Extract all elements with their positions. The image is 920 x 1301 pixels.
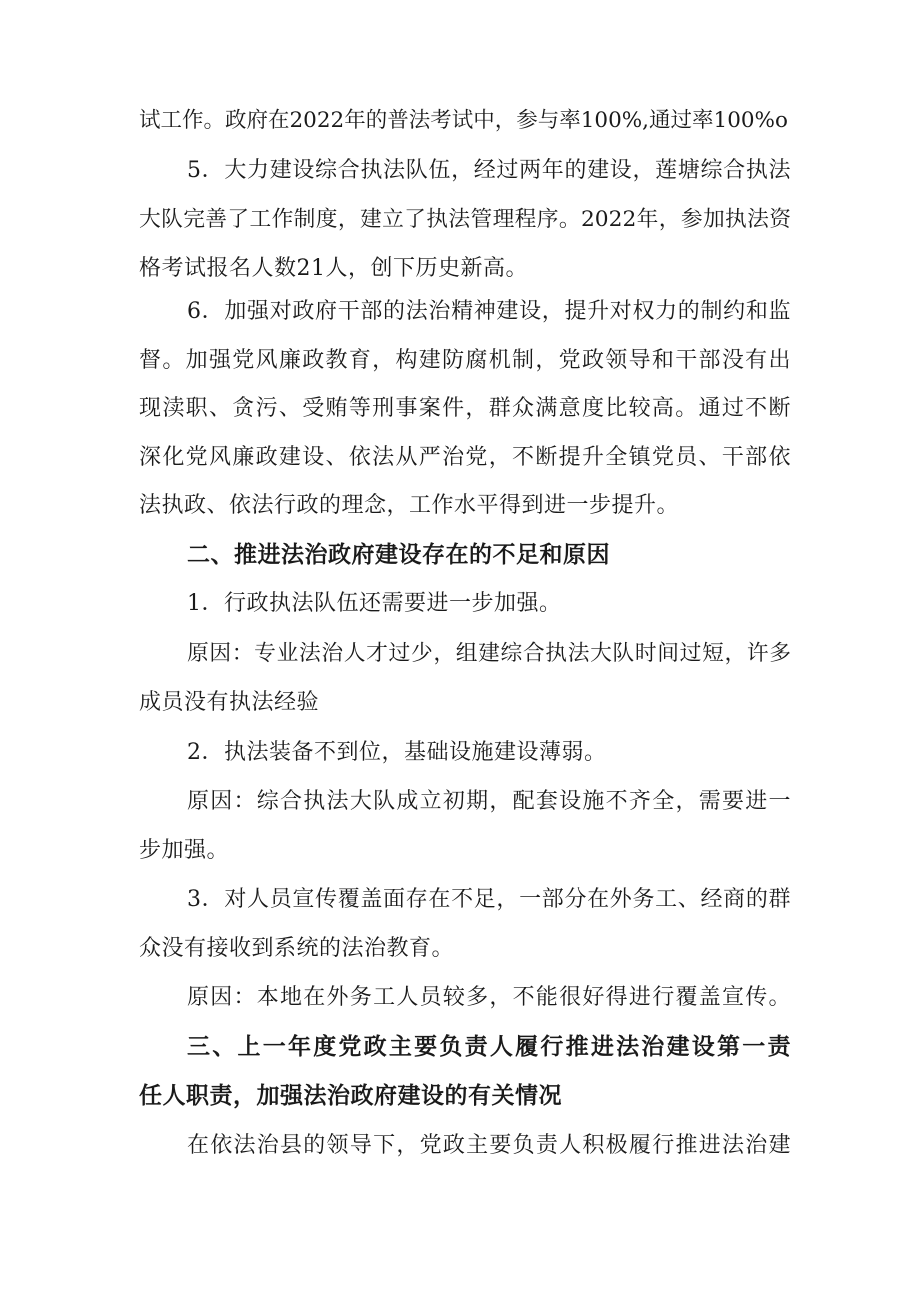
paragraph-line: 法执政、依法行政的理念，工作水平得到进一步提升。 [139,493,680,518]
paragraph-line: 众没有接收到系统的法治教育。 [139,936,455,961]
paragraph-line: 5．大力建设综合执法队伍，经过两年的建设，莲塘综合执法 [187,158,791,183]
paragraph-line: 步加强。 [139,838,230,863]
section-heading-2: 二、推进法治政府建设存在的不足和原因 [187,542,610,568]
paragraph-line: 2．执法装备不到位，基础设施建设薄弱。 [187,740,607,765]
paragraph-line: 1．行政执法队伍还需要进一步加强。 [187,591,562,616]
paragraph-line: 3．对人员宣传覆盖面存在不足，一部分在外务工、经商的群 [187,887,791,912]
paragraph-line: 原因：综合执法大队成立初期，配套设施不齐全，需要进一 [187,789,791,814]
paragraph-line: 深化党风廉政建设、依法从严治党，不断提升全镇党员、干部依 [139,445,791,470]
paragraph-line: 试工作。政府在2022年的普法考试中，参与率100%,通过率100%o [139,108,788,133]
section-heading-3-cont: 任人职责，加强法治政府建设的有关情况 [139,1083,562,1109]
paragraph-line: 在依法治县的领导下，党政主要负责人积极履行推进法治建 [187,1133,791,1158]
paragraph-line: 督。加强党风廉政教育，构建防腐机制，党政领导和干部没有出 [139,348,791,373]
paragraph-line: 成员没有执法经验 [139,690,320,715]
paragraph-line: 大队完善了工作制度，建立了执法管理程序。2022年，参加执法资 [139,207,791,232]
paragraph-line: 原因：本地在外务工人员较多，不能很好得进行覆盖宣传。 [187,985,791,1010]
paragraph-line: 原因：专业法治人才过少，组建综合执法大队时间过短，许多 [187,641,791,666]
section-heading-3: 三、上一年度党政主要负责人履行推进法治建设第一责 [187,1034,791,1060]
paragraph-line: 现渎职、贪污、受贿等刑事案件，群众满意度比较高。通过不断 [139,396,791,421]
paragraph-line: 6．加强对政府干部的法治精神建设，提升对权力的制约和监 [187,299,791,324]
paragraph-line: 格考试报名人数21人，创下历史新高。 [139,256,528,281]
